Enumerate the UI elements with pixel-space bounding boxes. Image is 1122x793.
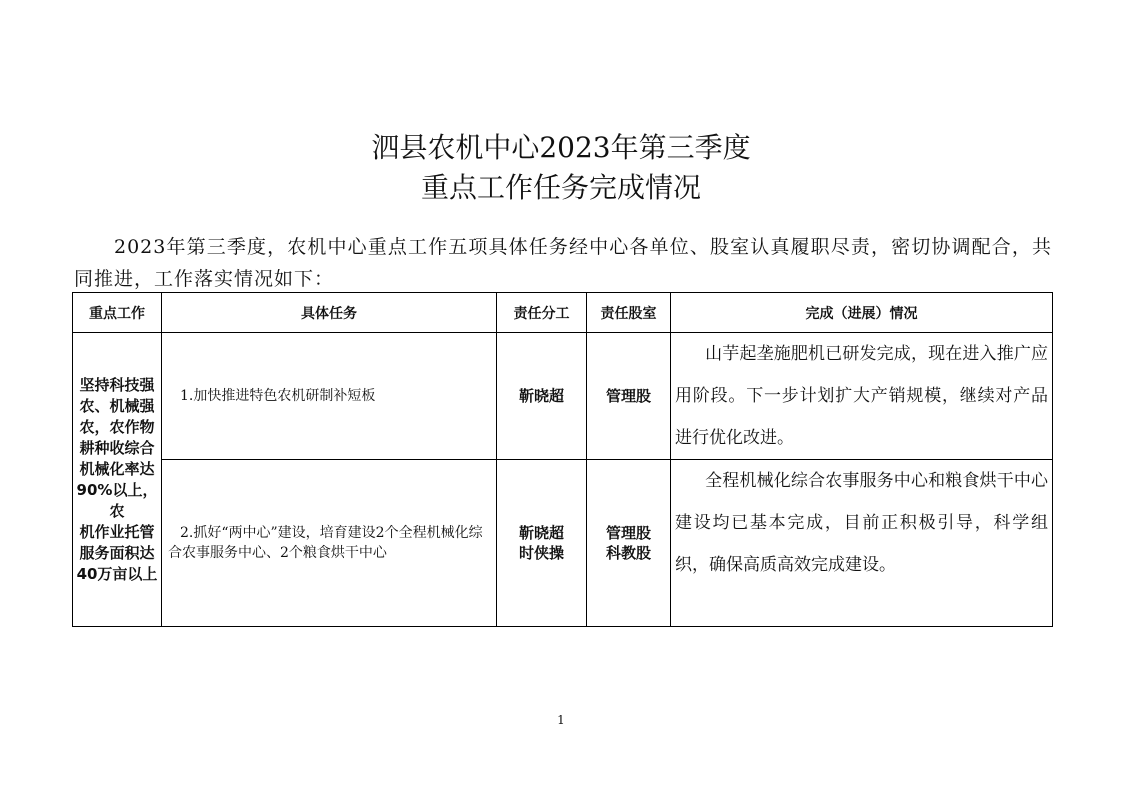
focus-line: 农，农作物: [79, 417, 155, 436]
responsible-name: 时侠操: [518, 544, 564, 562]
header-department: 责任股室: [587, 293, 671, 333]
department-name: 管理股: [605, 387, 651, 405]
focus-line: 耕种收综合: [79, 438, 155, 457]
status-cell: [671, 460, 1053, 627]
department-name: 管理股: [605, 524, 651, 542]
header-specific-task: 具体任务: [162, 293, 497, 333]
department-cell: [587, 460, 671, 627]
focus-line: 机作业托管: [79, 522, 155, 541]
header-responsible: 责任分工: [497, 293, 587, 333]
responsible-name: 靳晓超: [518, 387, 564, 405]
document-title-line-2: 重点工作任务完成情况: [420, 171, 701, 204]
table-row: [73, 333, 1053, 460]
header-focus-work: 重点工作: [73, 293, 162, 333]
responsible-cell: [497, 333, 587, 460]
responsible-cell: [497, 460, 587, 627]
focus-line: 机械化率达: [79, 459, 155, 478]
document-title-line-1: 泗县农机中心2023年第三季度: [371, 131, 751, 164]
page-number: 1: [557, 713, 565, 727]
status-cell: [671, 333, 1053, 460]
table-row: [73, 460, 1053, 627]
focus-line: 农、机械强: [79, 396, 155, 415]
task-text: 2.抓好“两中心”建设，培育建设2个全程机械化综合农事服务中心、2个粮食烘干中心: [168, 525, 483, 561]
intro-paragraph: 2023年第三季度，农机中心重点工作五项具体任务经中心各单位、股室认真履职尽责，密切协调配合，共同推进，工作落实情况如下：: [74, 236, 1052, 290]
task-text: 1.加快推进特色农机研制补短板: [180, 388, 376, 404]
table-header-row: [73, 293, 1053, 333]
task-cell: [162, 333, 497, 460]
header-status: 完成（进展）情况: [671, 293, 1053, 333]
department-cell: [587, 333, 671, 460]
task-table: [72, 292, 1053, 627]
task-cell: [162, 460, 497, 627]
focus-work-cell: [73, 333, 162, 627]
focus-line: 90%以上，农: [76, 480, 158, 520]
department-name: 科教股: [605, 544, 651, 562]
status-text: 山芋起垄施肥机已研发完成，现在进入推广应用阶段。下一步计划扩大产销规模，继续对产品进行优化改进。: [675, 344, 1048, 448]
focus-line: 坚持科技强: [79, 375, 155, 394]
responsible-name: 靳晓超: [518, 524, 564, 542]
focus-line: 40万亩以上: [76, 564, 158, 583]
status-text: 全程机械化综合农事服务中心和粮食烘干中心建设均已基本完成，目前正积极引导，科学组织，确保高质高效完成建设。: [675, 471, 1048, 575]
focus-line: 服务面积达: [79, 543, 155, 562]
